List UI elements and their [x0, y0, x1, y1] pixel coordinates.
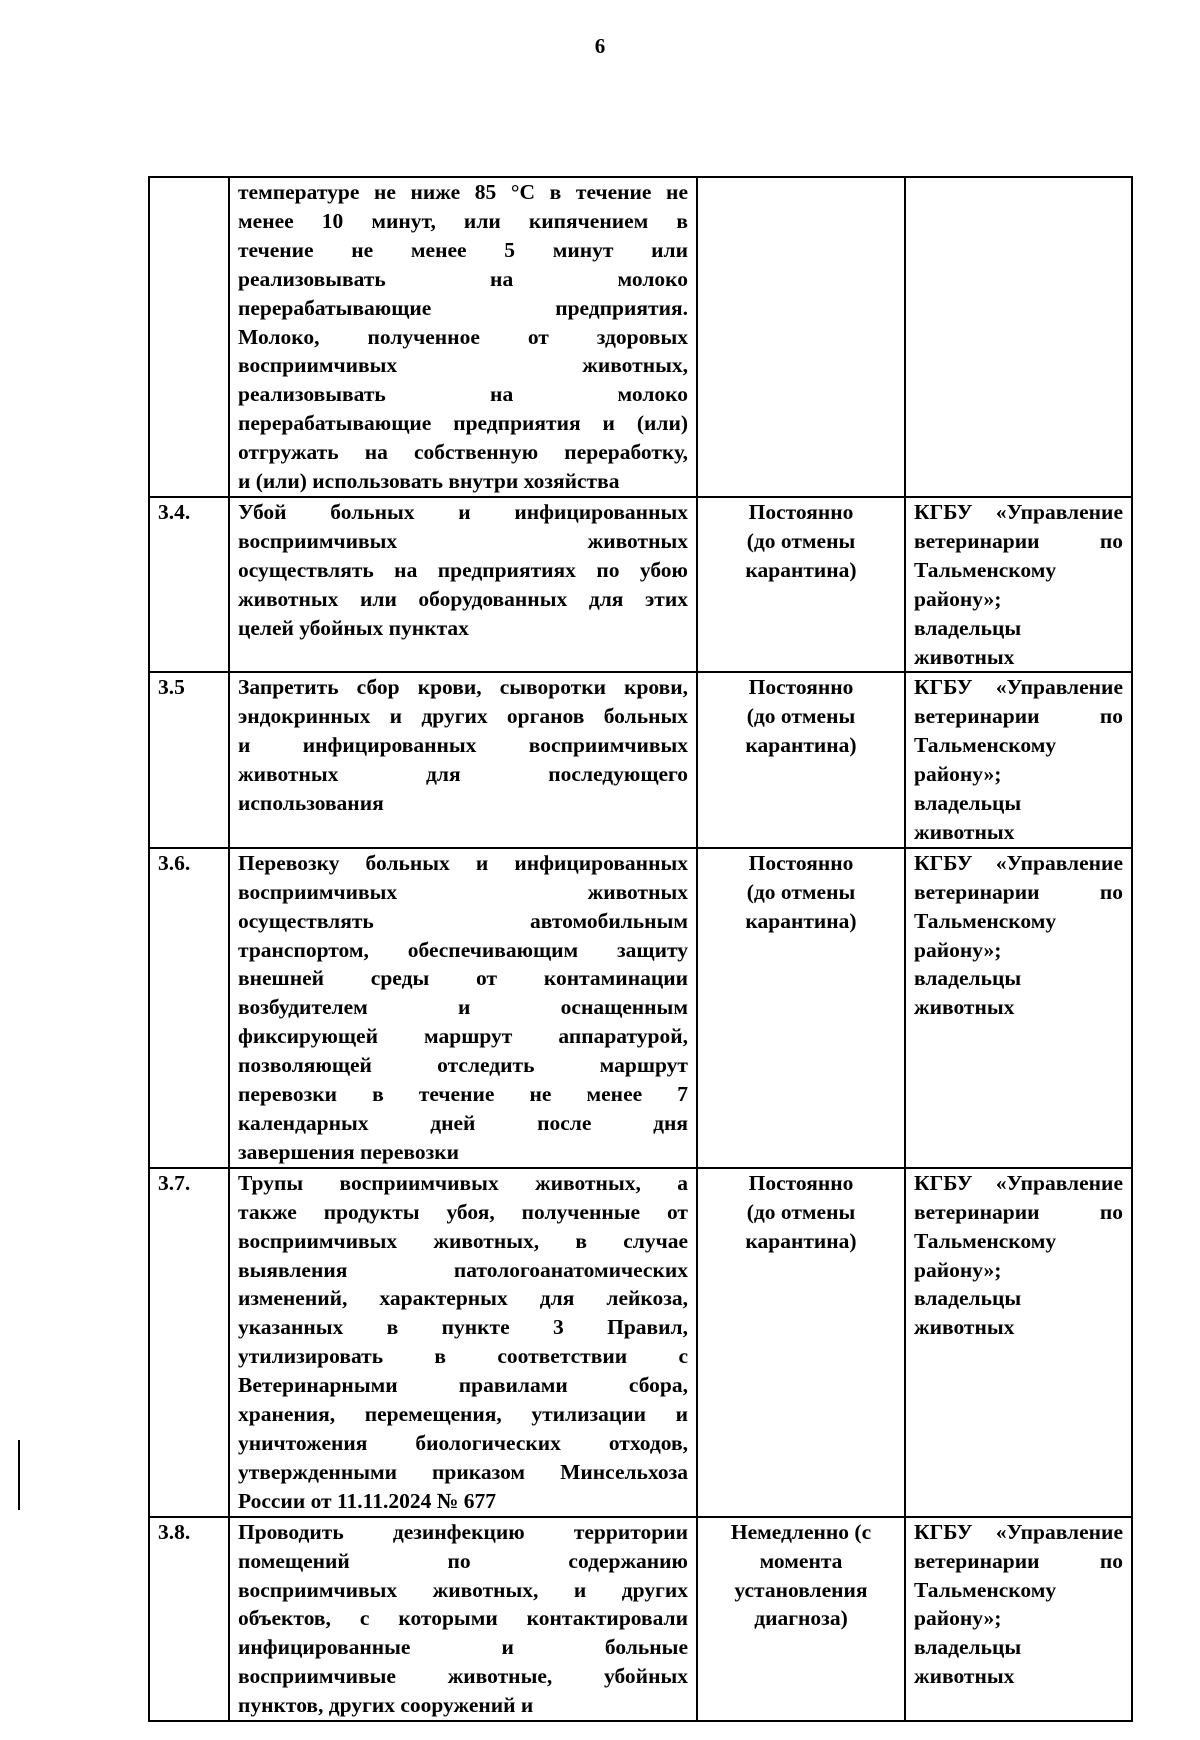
- measure-text-line: хранения, перемещения, утилизации и: [238, 1402, 688, 1427]
- measure-text-line: инфицированные и больные: [238, 1635, 688, 1660]
- measure-text-line: календарных дней после дня: [238, 1111, 688, 1135]
- responsible-line: Тальменскому: [914, 557, 1057, 582]
- table-row: [149, 848, 1132, 1168]
- measure-text: [229, 1168, 697, 1517]
- responsible-line: КГБУ «Управление: [914, 1519, 1123, 1544]
- measures-table: [148, 176, 1133, 1722]
- term-cell: [697, 672, 905, 847]
- measure-text-line: выявления патологоанатомических: [238, 1257, 688, 1282]
- measure-text-line: пунктов, других сооружений и: [238, 1693, 534, 1718]
- measure-text-line: целей убойных пунктах: [238, 615, 469, 640]
- term-cell: [697, 1517, 905, 1721]
- measure-text-line: течение не менее 5 минут или: [238, 237, 688, 262]
- measure-text-line: восприимчивых животных: [238, 528, 688, 553]
- responsible-line: владельцы животных: [914, 966, 1022, 1020]
- measure-text-line: Проводить дезинфекцию территории: [238, 1519, 688, 1544]
- responsible-line: району»;: [914, 762, 1002, 787]
- measure-text-line: перерабатывающие предприятия.: [238, 295, 688, 320]
- measure-text-line: возбудителем и оснащенным: [238, 995, 688, 1020]
- responsible-line: району»;: [914, 586, 1002, 611]
- measure-text-line: использования: [238, 791, 384, 816]
- measure-text-line: Убой больных и инфицированных: [238, 499, 688, 524]
- measure-text-line: утилизировать в соответствии с: [238, 1344, 688, 1369]
- measure-text-line: перерабатывающие предприятия и (или): [238, 411, 688, 436]
- responsible-line: владельцы животных: [914, 1635, 1022, 1689]
- responsible-line: ветеринарии по: [914, 704, 1123, 729]
- measure-text-line: России от 11.11.2024 № 677: [238, 1488, 496, 1513]
- measure-text-line: помещений по содержанию: [238, 1548, 688, 1573]
- responsible-line: Тальменскому: [914, 733, 1057, 758]
- responsible-line: КГБУ «Управление: [914, 675, 1123, 700]
- measure-text-line: транспортом, обеспечивающим защиту: [238, 937, 688, 962]
- measure-text-line: Перевозку больных и инфицированных: [238, 850, 688, 875]
- measure-text-line: осуществлять автомобильным: [238, 908, 688, 933]
- responsible-line: ветеринарии по: [914, 1199, 1123, 1224]
- measure-text-line: отгружать на собственную переработку,: [238, 440, 688, 465]
- term-line: Постоянно: [748, 675, 854, 700]
- scan-edge-mark: [18, 1440, 20, 1510]
- measure-text-line: объектов, с которыми контактировали: [238, 1606, 688, 1631]
- measure-text-line: животных или оборудованных для этих: [238, 586, 688, 611]
- term-line: карантина): [745, 1228, 857, 1253]
- measure-text-line: реализовывать на молоко: [238, 266, 688, 291]
- measure-text-line: реализовывать на молоко: [238, 382, 688, 407]
- measure-text-line: фиксирующей маршрут аппаратурой,: [238, 1024, 688, 1049]
- term-line: (до отмены: [746, 704, 856, 729]
- table-row: [149, 1517, 1132, 1721]
- term-cell: [697, 497, 905, 672]
- term-line: карантина): [745, 733, 857, 758]
- term-line: Постоянно: [748, 850, 854, 875]
- responsible-line: владельцы животных: [914, 1286, 1022, 1340]
- measure-text-line: Ветеринарными правилами сбора,: [238, 1373, 688, 1398]
- term-line: Постоянно: [748, 499, 854, 524]
- term-line: момента: [759, 1548, 843, 1573]
- term-line: диагноза): [754, 1606, 848, 1631]
- measure-text-line: изменений, характерных для лейкоза,: [238, 1286, 688, 1311]
- responsible-cell: [905, 1168, 1132, 1517]
- measure-text-line: также продукты убоя, полученные от: [238, 1199, 688, 1224]
- term-line: карантина): [745, 557, 857, 582]
- measure-text-line: восприимчивых животных: [238, 879, 688, 904]
- table-row: [149, 497, 1132, 672]
- table-row: [149, 672, 1132, 847]
- measure-text: [229, 497, 697, 672]
- measure-text-line: внешней среды от контаминации: [238, 966, 688, 991]
- item-number: 3.8.: [149, 1517, 229, 1721]
- term-line: карантина): [745, 908, 857, 933]
- table-row: [149, 177, 1132, 497]
- item-number: [149, 177, 229, 497]
- measure-text-line: температуре не ниже 85 °С в течение не: [238, 180, 688, 204]
- measure-text-line: восприимчивых животных, и других: [238, 1577, 688, 1602]
- responsible-line: КГБУ «Управление: [914, 850, 1123, 875]
- item-number: 3.7.: [149, 1168, 229, 1517]
- measure-text-line: и (или) использовать внутри хозяйства: [238, 469, 620, 494]
- item-number: 3.5: [149, 672, 229, 847]
- measure-text-line: восприимчивые животные, убойных: [238, 1664, 688, 1689]
- responsible-line: ветеринарии по: [914, 1548, 1123, 1573]
- responsible-line: Тальменскому: [914, 908, 1057, 933]
- responsible-line: владельцы животных: [914, 791, 1022, 844]
- measure-text-line: животных для последующего: [238, 762, 688, 787]
- item-number: 3.6.: [149, 848, 229, 1168]
- measure-text-line: позволяющей отследить маршрут: [238, 1053, 688, 1078]
- term-cell: [697, 848, 905, 1168]
- responsible-line: Тальменскому: [914, 1228, 1057, 1253]
- responsible-line: Тальменскому: [914, 1577, 1057, 1602]
- responsible-cell: [905, 1517, 1132, 1721]
- item-number: 3.4.: [149, 497, 229, 672]
- measure-text-line: завершения перевозки: [238, 1139, 460, 1164]
- responsible-line: ветеринарии по: [914, 528, 1123, 553]
- responsible-line: району»;: [914, 937, 1002, 962]
- responsible-line: району»;: [914, 1606, 1002, 1631]
- measure-text-line: восприимчивых животных,: [238, 353, 688, 378]
- responsible-cell: [905, 177, 1132, 497]
- term-cell: [697, 1168, 905, 1517]
- measure-text-line: и инфицированных восприимчивых: [238, 733, 688, 758]
- measure-text-line: Запретить сбор крови, сыворотки крови,: [238, 675, 688, 700]
- measure-text-line: Трупы восприимчивых животных, а: [238, 1170, 688, 1195]
- term-line: Постоянно: [748, 1170, 854, 1195]
- measure-text-line: менее 10 минут, или кипячением в: [238, 208, 688, 233]
- term-line: (до отмены: [746, 528, 856, 553]
- measure-text-line: эндокринных и других органов больных: [238, 704, 688, 729]
- term-cell: [697, 177, 905, 497]
- measure-text-line: уничтожения биологических отходов,: [238, 1431, 688, 1455]
- page-number: 6: [594, 34, 606, 58]
- responsible-line: ветеринарии по: [914, 879, 1123, 904]
- measure-text: [229, 672, 697, 847]
- term-line: (до отмены: [746, 1199, 856, 1224]
- responsible-cell: [905, 848, 1132, 1168]
- term-line: Немедленно (с: [730, 1519, 872, 1544]
- measure-text-line: восприимчивых животных, в случае: [238, 1228, 688, 1253]
- measure-text: [229, 1517, 697, 1721]
- responsible-cell: [905, 497, 1132, 672]
- measure-text: [229, 177, 697, 497]
- measure-text-line: перевозки в течение не менее 7: [238, 1082, 688, 1107]
- responsible-line: владельцы животных: [914, 615, 1022, 669]
- measure-text-line: утвержденными приказом Минсельхоза: [238, 1459, 688, 1484]
- measure-text-line: Молоко, полученное от здоровых: [238, 324, 688, 349]
- responsible-cell: [905, 672, 1132, 847]
- table-row: [149, 1168, 1132, 1517]
- measure-text-line: осуществлять на предприятиях по убою: [238, 557, 688, 582]
- responsible-line: КГБУ «Управление: [914, 1170, 1123, 1195]
- measure-text-line: указанных в пункте 3 Правил,: [238, 1315, 688, 1340]
- term-line: (до отмены: [746, 879, 856, 904]
- term-line: установления: [734, 1577, 868, 1602]
- responsible-line: району»;: [914, 1257, 1002, 1282]
- responsible-line: КГБУ «Управление: [914, 499, 1123, 524]
- measure-text: [229, 848, 697, 1168]
